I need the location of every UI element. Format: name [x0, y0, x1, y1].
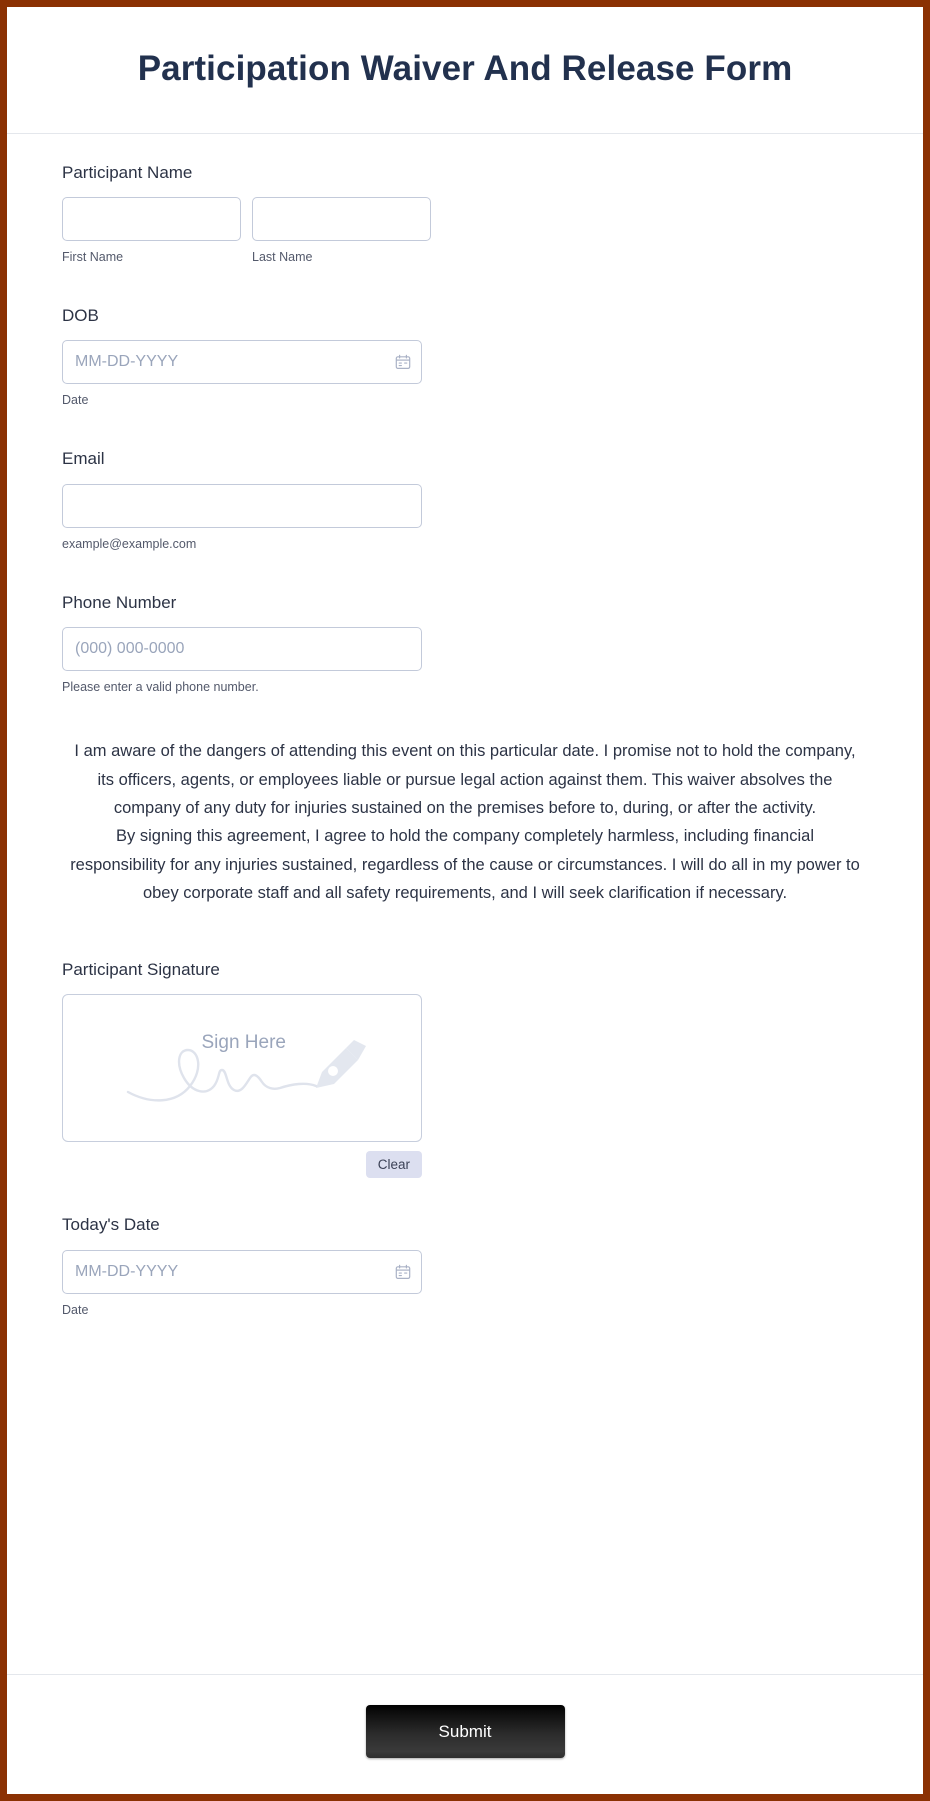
- clear-button-row: [62, 1151, 422, 1178]
- email-sublabel: example@example.com: [62, 536, 197, 551]
- phone-input[interactable]: [62, 627, 422, 671]
- participant-name-label: Participant Name: [62, 162, 193, 182]
- field-dob: [62, 305, 868, 408]
- waiver-text-block: [62, 737, 868, 907]
- todays-date-input[interactable]: [62, 1250, 422, 1294]
- dob-sublabel: Date: [62, 393, 89, 408]
- field-participant-name: [62, 162, 868, 265]
- waiver-paragraph-2: By signing this agreement, I agree to hold the company completely harmless, including financial responsibility for any injuries sustained, regardless of the cause or circumstances. I will do all in my power to obey corporate staff and all safety requirements, and I will seek clarification if necessary.: [70, 827, 860, 902]
- signature-pad[interactable]: [62, 994, 422, 1142]
- dob-input[interactable]: [62, 340, 422, 384]
- page-title: Participation Waiver And Release Form: [137, 49, 793, 88]
- form-footer: [7, 1674, 923, 1794]
- field-todays-date: [62, 1214, 868, 1317]
- signature-wrapper: [62, 994, 422, 1178]
- last-name-column: [252, 197, 431, 265]
- todays-date-input-wrapper: [62, 1250, 422, 1294]
- phone-label: Phone Number: [62, 592, 177, 612]
- form-body: [7, 134, 923, 1674]
- clear-signature-button[interactable]: Clear: [366, 1151, 422, 1178]
- last-name-input[interactable]: [252, 197, 431, 241]
- sign-here-label: Sign Here: [201, 1032, 286, 1054]
- phone-input-wrapper: [62, 627, 422, 671]
- signature-label: Participant Signature: [62, 960, 220, 980]
- waiver-paragraph-1: I am aware of the dangers of attending this event on this particular date. I promise not to hold the company, its officers, agents, or employees liable or pursue legal action against them. This waiver absolves the company of any duty for injuries sustained on the premises before to, during, or after the activity.: [74, 742, 856, 817]
- field-signature: [62, 959, 868, 1178]
- email-input[interactable]: [62, 484, 422, 528]
- form-header: [7, 7, 923, 134]
- dob-input-wrapper: [62, 340, 422, 384]
- signature-placeholder-art: [63, 995, 421, 1141]
- pen-nib-icon: [316, 1040, 366, 1088]
- first-name-sublabel: First Name: [62, 249, 124, 264]
- phone-sublabel: Please enter a valid phone number.: [62, 679, 259, 694]
- name-row: [62, 197, 868, 265]
- field-phone: [62, 592, 868, 695]
- first-name-input[interactable]: [62, 197, 241, 241]
- first-name-column: [62, 197, 241, 265]
- field-email: [62, 448, 868, 551]
- last-name-sublabel: Last Name: [252, 249, 313, 264]
- dob-label: DOB: [62, 306, 99, 326]
- todays-date-label: Today's Date: [62, 1215, 160, 1235]
- email-input-wrapper: [62, 484, 422, 528]
- email-label: Email: [62, 449, 105, 469]
- todays-date-sublabel: Date: [62, 1302, 89, 1317]
- submit-button[interactable]: Submit: [366, 1705, 565, 1758]
- signature-squiggle-icon: [110, 1020, 375, 1116]
